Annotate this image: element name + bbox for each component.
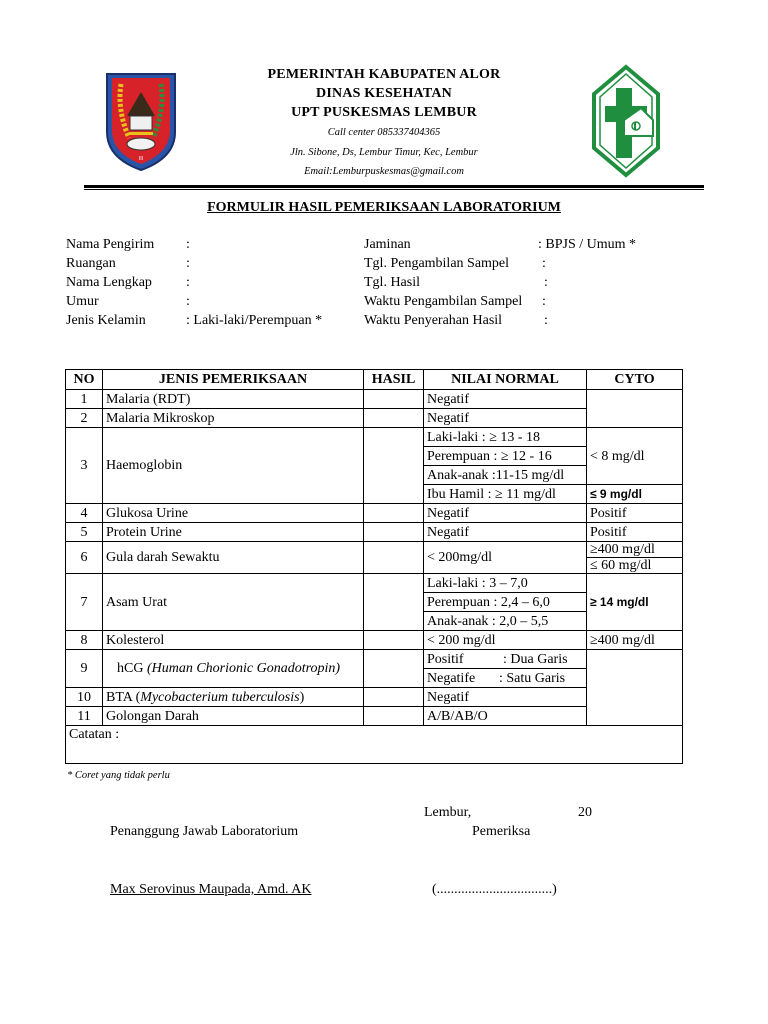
field-value-ruangan[interactable]: : bbox=[186, 256, 190, 271]
hcg-name-italic: (Human Chorionic Gonadotropin) bbox=[146, 661, 341, 676]
field-label-jenis-kelamin: Jenis Kelamin bbox=[66, 313, 146, 328]
footer-left-name: Max Serovinus Maupada, Amd. AK bbox=[110, 882, 312, 897]
field-value-tgl-pengambilan[interactable]: : bbox=[542, 256, 546, 271]
footer-left-title: Penanggung Jawab Laboratorium bbox=[110, 824, 299, 839]
row-result-cell[interactable] bbox=[364, 542, 424, 574]
row-normal-value: Anak-anak :11-15 mg/dl bbox=[424, 466, 587, 485]
field-value-waktu-pengambilan[interactable]: : bbox=[542, 294, 546, 309]
field-value-waktu-penyerahan[interactable]: : bbox=[544, 313, 548, 328]
row-normal-value: Perempuan : ≥ 12 - 16 bbox=[424, 447, 587, 466]
table-row bbox=[66, 390, 683, 409]
row-result-cell[interactable] bbox=[364, 707, 424, 726]
col-header-cyto: CYTO bbox=[587, 370, 683, 390]
row-test-name: Malaria (RDT) bbox=[103, 390, 364, 409]
row-no: 8 bbox=[66, 631, 103, 650]
row-cyto-empty bbox=[587, 650, 683, 726]
field-label-nama-lengkap: Nama Lengkap bbox=[66, 275, 152, 290]
row-normal-value: Negatif bbox=[424, 504, 587, 523]
row-test-name bbox=[103, 650, 364, 688]
row-no: 9 bbox=[66, 650, 103, 688]
row-result-cell[interactable] bbox=[364, 523, 424, 542]
header-address: Jln. Sibone, Ds, Lembur Timur, Kec, Lembur bbox=[290, 147, 478, 158]
row-normal-value: Negatif bbox=[424, 688, 587, 707]
row-normal-value: Negatif bbox=[424, 390, 587, 409]
field-label-waktu-pengambilan: Waktu Pengambilan Sampel bbox=[364, 294, 523, 309]
row-test-name: Gula darah Sewaktu bbox=[103, 542, 364, 574]
col-header-no: NO bbox=[66, 370, 103, 390]
table-row bbox=[66, 428, 683, 447]
row-result-cell[interactable] bbox=[364, 631, 424, 650]
row-no: 1 bbox=[66, 390, 103, 409]
header-email: Email:Lemburpuskesmas@gmail.com bbox=[304, 166, 464, 177]
col-header-jenis: JENIS PEMERIKSAAN bbox=[103, 370, 364, 390]
bta-name-italic: Mycobacterium tuberculosis bbox=[140, 689, 300, 705]
row-cyto-value: ≥400 mg/dl bbox=[587, 542, 683, 558]
bta-name-close: ) bbox=[299, 689, 305, 705]
normal-negative-desc: : Satu Garis bbox=[499, 670, 566, 686]
row-normal-value: < 200 mg/dl bbox=[424, 631, 587, 650]
row-result-cell[interactable] bbox=[364, 650, 424, 688]
field-value-jaminan[interactable]: : BPJS / Umum * bbox=[538, 237, 637, 252]
row-test-name bbox=[103, 688, 364, 707]
row-result-cell[interactable] bbox=[364, 409, 424, 428]
row-normal-value: Ibu Hamil : ≥ 11 mg/dl bbox=[424, 485, 587, 504]
normal-positive-label: Positif bbox=[427, 651, 464, 667]
row-normal-value: Negatif bbox=[424, 523, 587, 542]
row-test-name: Protein Urine bbox=[103, 523, 364, 542]
row-no: 3 bbox=[66, 428, 103, 504]
row-normal-value: A/B/AB/O bbox=[424, 707, 587, 726]
footer-place: Lembur, bbox=[424, 805, 472, 820]
header-divider-thick bbox=[84, 185, 704, 188]
row-result-cell[interactable] bbox=[364, 428, 424, 504]
header-department: DINAS KESEHATAN bbox=[316, 86, 452, 101]
field-label-jaminan: Jaminan bbox=[364, 237, 411, 252]
footnote: * Coret yang tidak perlu bbox=[67, 770, 170, 781]
row-normal-value: Perempuan : 2,4 – 6,0 bbox=[424, 593, 587, 612]
header-divider-thin bbox=[84, 189, 704, 190]
row-no: 10 bbox=[66, 688, 103, 707]
table-row bbox=[66, 523, 683, 542]
field-value-tgl-hasil[interactable]: : bbox=[544, 275, 548, 290]
row-cyto-value: ≥ 14 mg/dl bbox=[587, 574, 683, 631]
row-normal-value: Laki-laki : 3 – 7,0 bbox=[424, 574, 587, 593]
hcg-name: hCG bbox=[117, 661, 144, 676]
field-label-tgl-pengambilan: Tgl. Pengambilan Sampel bbox=[364, 256, 510, 271]
header-government: PEMERINTAH KABUPATEN ALOR bbox=[267, 67, 501, 82]
lab-results-table bbox=[65, 369, 683, 764]
row-normal-value: Negatif bbox=[424, 409, 587, 428]
row-cyto-value: ≤ 9 mg/dl bbox=[587, 485, 683, 504]
form-title: FORMULIR HASIL PEMERIKSAAN LABORATORIUM bbox=[207, 200, 561, 215]
row-normal-value bbox=[424, 669, 587, 688]
table-row bbox=[66, 542, 683, 558]
table-row bbox=[66, 650, 683, 669]
row-cyto-empty bbox=[587, 390, 683, 428]
field-value-umur[interactable]: : bbox=[186, 294, 190, 309]
bta-name: BTA ( bbox=[106, 689, 141, 705]
header-callcenter: Call center 085337404365 bbox=[327, 127, 441, 138]
table-row bbox=[66, 631, 683, 650]
row-cyto-value: ≤ 60 mg/dl bbox=[587, 558, 683, 574]
row-test-name: Haemoglobin bbox=[103, 428, 364, 504]
row-test-name: Kolesterol bbox=[103, 631, 364, 650]
footer-year: 20 bbox=[578, 805, 592, 820]
field-label-ruangan: Ruangan bbox=[66, 256, 116, 271]
field-value-jenis-kelamin[interactable]: : Laki-laki/Perempuan * bbox=[186, 313, 323, 328]
catatan-row bbox=[66, 726, 683, 764]
row-no: 5 bbox=[66, 523, 103, 542]
row-test-name: Malaria Mikroskop bbox=[103, 409, 364, 428]
table-header-row bbox=[66, 370, 683, 390]
row-cyto-value: < 8 mg/dl bbox=[587, 428, 683, 485]
svg-text:III: III bbox=[138, 156, 144, 162]
row-no: 7 bbox=[66, 574, 103, 631]
table-row bbox=[66, 504, 683, 523]
field-value-nama-lengkap[interactable]: : bbox=[186, 275, 190, 290]
row-no: 6 bbox=[66, 542, 103, 574]
row-cyto-value: Positif bbox=[587, 504, 683, 523]
row-normal-value: Anak-anak : 2,0 – 5,5 bbox=[424, 612, 587, 631]
field-label-tgl-hasil: Tgl. Hasil bbox=[364, 275, 420, 290]
row-test-name: Asam Urat bbox=[103, 574, 364, 631]
col-header-nilai-normal: NILAI NORMAL bbox=[424, 370, 587, 390]
footer-right-name[interactable]: (.................................) bbox=[432, 882, 557, 897]
field-label-nama-pengirim: Nama Pengirim bbox=[66, 237, 155, 252]
catatan-field[interactable]: Catatan : bbox=[66, 726, 683, 764]
row-test-name: Glukosa Urine bbox=[103, 504, 364, 523]
field-value-nama-pengirim[interactable]: : bbox=[186, 237, 190, 252]
field-label-waktu-penyerahan: Waktu Penyerahan Hasil bbox=[364, 313, 503, 328]
row-no: 4 bbox=[66, 504, 103, 523]
table-row bbox=[66, 574, 683, 593]
row-test-name: Golongan Darah bbox=[103, 707, 364, 726]
row-result-cell[interactable] bbox=[364, 688, 424, 707]
col-header-hasil: HASIL bbox=[364, 370, 424, 390]
row-normal-value bbox=[424, 650, 587, 669]
row-cyto-value: ≥400 mg/dl bbox=[587, 631, 683, 650]
row-no: 11 bbox=[66, 707, 103, 726]
row-result-cell[interactable] bbox=[364, 574, 424, 631]
footer-right-title: Pemeriksa bbox=[472, 824, 531, 839]
row-no: 2 bbox=[66, 409, 103, 428]
row-result-cell[interactable] bbox=[364, 504, 424, 523]
field-label-umur: Umur bbox=[66, 294, 99, 309]
row-result-cell[interactable] bbox=[364, 390, 424, 409]
normal-negative-label: Negatife bbox=[427, 670, 476, 686]
header-puskesmas: UPT PUSKESMAS LEMBUR bbox=[291, 105, 477, 120]
row-normal-value: < 200mg/dl bbox=[424, 542, 587, 574]
row-normal-value: Laki-laki : ≥ 13 - 18 bbox=[424, 428, 587, 447]
normal-positive-desc: : Dua Garis bbox=[503, 651, 568, 667]
row-cyto-value: Positif bbox=[587, 523, 683, 542]
